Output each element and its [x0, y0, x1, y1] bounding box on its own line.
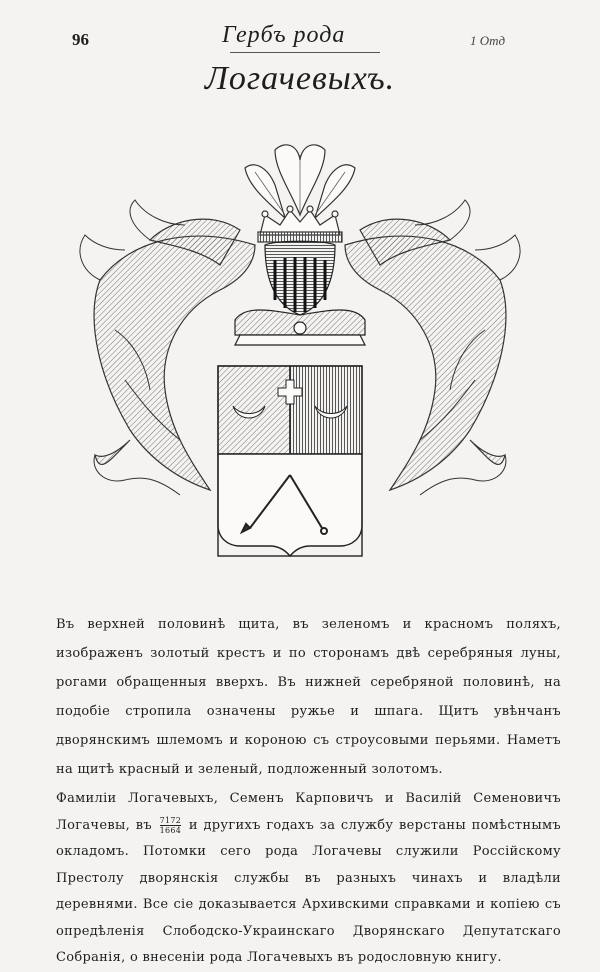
history-text-end: и другихъ годахъ за службу верстаны помѣстнымъ окладомъ. Потомки сего рода Логачевы служили Россійскому Престолу дворянскія службы въ разныхъ чинахъ и владѣли деревнями. Все сіе доказывается Архивскими справками и копіею съ опредѣленія Слободско-Украинскаго Дворянскаго Депутатскаго Собранія, о внесеніи рода Логачевыхъ въ родословную книгу.: [56, 817, 561, 965]
family-title: Логачевыхъ.: [204, 60, 396, 97]
history-text-start: Фамиліи Логачевыхъ, Семенъ Карповичъ и Василій Семеновичъ Логачевы, въ: [56, 791, 561, 833]
margin-note: 1 Отд: [470, 33, 506, 48]
fraction-numerator: 7172: [159, 815, 182, 825]
blazon-description: [56, 610, 561, 784]
history-paragraph: [56, 786, 561, 972]
helmet: [235, 241, 365, 345]
header-rule: [230, 52, 380, 53]
blazon-paragraph: Въ верхней половинѣ щита, въ зеленомъ и красномъ поляхъ, изображенъ золотый крестъ и по сторонамъ двѣ серебряныя луны, рогами обращенныя вверхъ. Въ нижней серебряной половинѣ, на подобіе стропила означены ружье и шпага. Щитъ увѣнчанъ дворянскимъ шлемомъ и короною съ строусовыми перьями. Наметъ на щитѣ красный и зеленый, подложенный золотомъ.: [56, 617, 561, 777]
coat-of-arms: [70, 130, 530, 560]
fraction-denominator: 1664: [159, 825, 182, 835]
running-title: Гербъ рода: [222, 22, 346, 48]
page-number: 96: [72, 30, 89, 49]
year-fraction: [160, 816, 182, 835]
mantling-right: [345, 219, 506, 490]
family-history: [56, 786, 561, 972]
